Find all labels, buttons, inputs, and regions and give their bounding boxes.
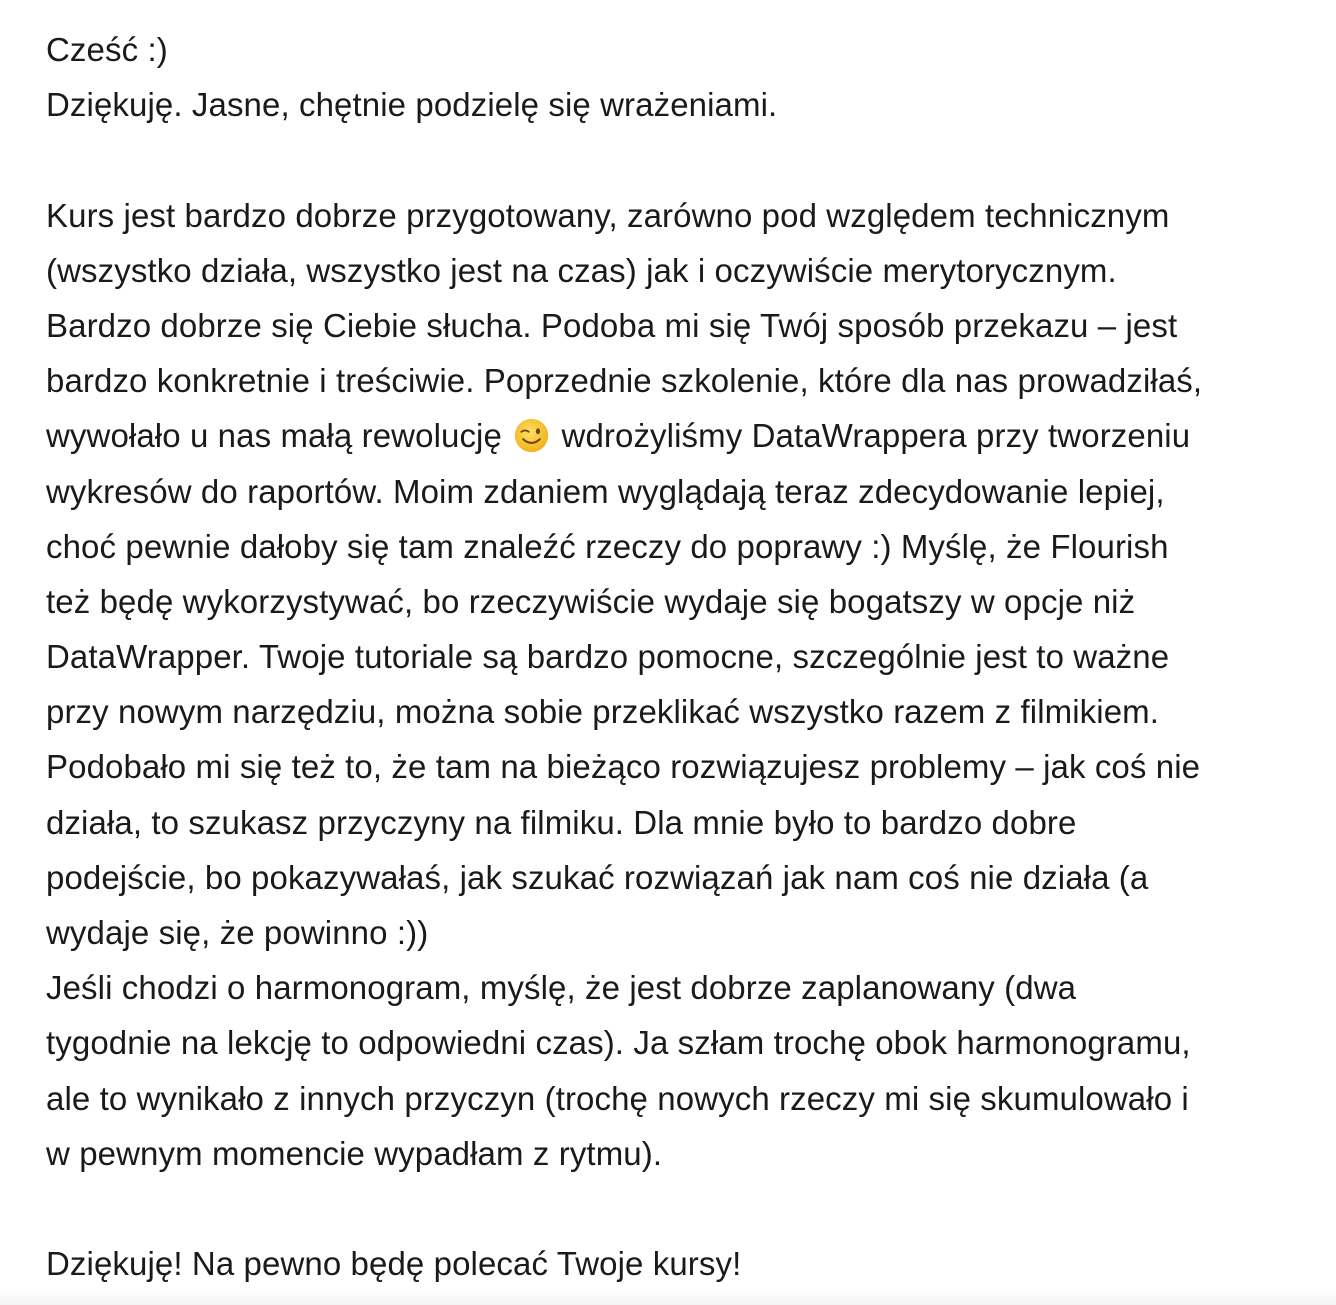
body-line: DataWrapper. Twoje tutoriale są bardzo pomocne, szczególnie jest to ważne: [46, 638, 1170, 676]
greeting-line: Cześć :): [46, 31, 168, 68]
body-line: działa, to szukasz przyczyny na filmiku. Dla mnie było to bardzo dobre: [46, 803, 1077, 841]
emoji-line: [46, 408, 1326, 463]
emoji-line-before: wywołało u nas małą rewolucję: [46, 417, 502, 455]
winking-face-icon: [513, 417, 550, 454]
paragraph-gap: [46, 1181, 1326, 1236]
body-line: Jeśli chodzi o harmonogram, myślę, że jest dobrze zaplanowany (dwa: [46, 969, 1077, 1007]
intro-line: Dziękuję. Jasne, chętnie podzielę się wrażeniami.: [46, 86, 778, 124]
body-line: ale to wynikało z innych przyczyn (trochę nowych rzeczy mi się skumulowało i: [46, 1079, 1189, 1117]
body-line: podejście, bo pokazywałaś, jak szukać rozwiązań jak nam coś nie działa (a: [46, 858, 1149, 896]
bottom-edge-shadow: [0, 1287, 1336, 1305]
email-message-body: [46, 22, 1326, 1291]
body-line: wykresów do raportów. Moim zdaniem wyglądają teraz zdecydowanie lepiej,: [46, 472, 1165, 510]
body-line: Kurs jest bardzo dobrze przygotowany, zarówno pod względem technicznym: [46, 196, 1170, 234]
body-line: bardzo konkretnie i treściwie. Poprzednie szkolenie, które dla nas prowadziłaś,: [46, 362, 1203, 400]
body-line: też będę wykorzystywać, bo rzeczywiście wydaje się bogatszy w opcje niż: [46, 582, 1136, 620]
body-line: Podobało mi się też to, że tam na bieżąco rozwiązujesz problemy – jak coś nie: [46, 748, 1201, 786]
closing-line: Dziękuję! Na pewno będę polecać Twoje kursy!: [46, 1245, 742, 1283]
body-line: choć pewnie dałoby się tam znaleźć rzeczy do poprawy :) Myślę, że Flourish: [46, 527, 1169, 565]
body-line: tygodnie na lekcję to odpowiedni czas). Ja szłam trochę obok harmonogramu,: [46, 1024, 1191, 1062]
body-line: (wszystko działa, wszystko jest na czas) jak i oczywiście merytorycznym.: [46, 251, 1117, 289]
body-line: w pewnym momencie wypadłam z rytmu).: [46, 1134, 663, 1172]
paragraph-gap: [46, 132, 1326, 187]
emoji-line-after: wdrożyliśmy DataWrappera przy tworzeniu: [561, 417, 1191, 455]
body-line: przy nowym narzędziu, można sobie przeklikać wszystko razem z filmikiem.: [46, 693, 1160, 731]
body-line: wydaje się, że powinno :)): [46, 914, 429, 951]
body-line: Bardzo dobrze się Ciebie słucha. Podoba mi się Twój sposób przekazu – jest: [46, 306, 1178, 344]
